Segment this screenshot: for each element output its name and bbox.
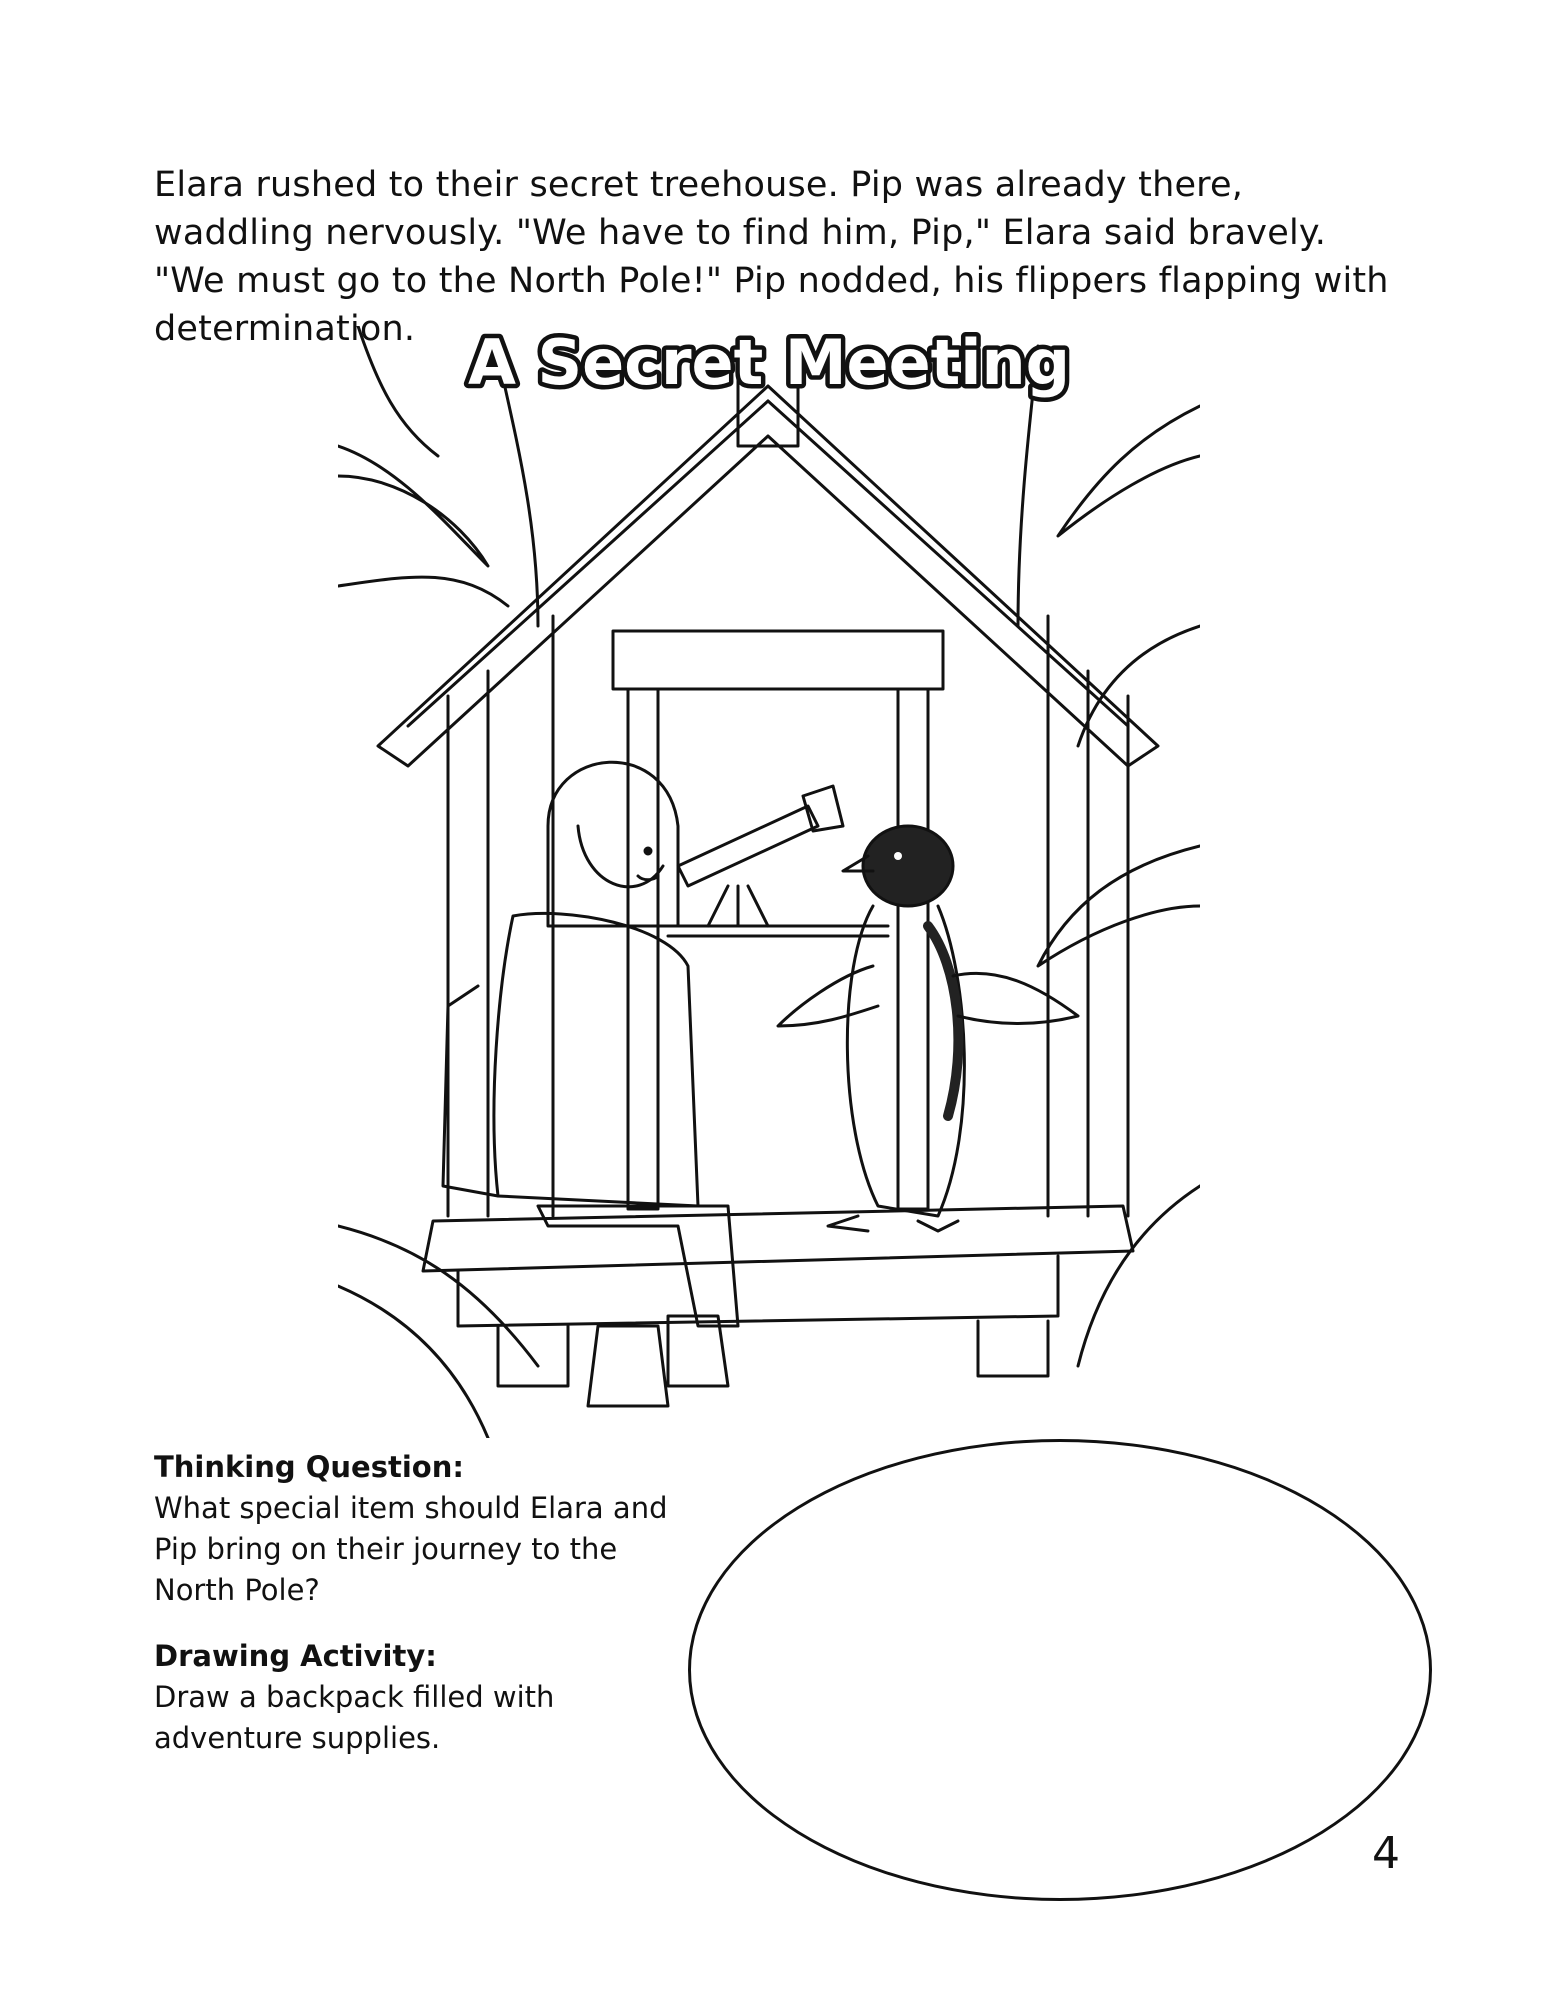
- bench: [423, 1206, 1133, 1386]
- treehouse-walls: [448, 616, 1128, 1216]
- drawing-activity-text: Draw a backpack filled with adventure supplies.: [154, 1680, 555, 1755]
- drawing-activity: [154, 1636, 674, 1759]
- treehouse-illustration: [338, 326, 1200, 1438]
- telescope: [678, 786, 843, 926]
- thinking-question-heading: Thinking Question:: [154, 1450, 464, 1484]
- illustration-title: A Secret Meeting: [467, 326, 1071, 399]
- story-paragraph: Elara rushed to their secret treehouse. Pip was already there, waddling nervously. "We have to find him, Pip," Elara said bravely. "We must go to the North Pole!" Pip nodded, his flippers flapping with determination.: [154, 165, 1389, 349]
- thinking-question: [154, 1447, 674, 1611]
- page-number: 4: [1372, 1828, 1400, 1879]
- treehouse-roof: [378, 376, 1158, 766]
- thinking-question-text: What special item should Elara and Pip bring on their journey to the North Pole?: [154, 1491, 668, 1607]
- drawing-activity-heading: Drawing Activity:: [154, 1639, 437, 1673]
- drawing-area-oval[interactable]: [688, 1439, 1432, 1901]
